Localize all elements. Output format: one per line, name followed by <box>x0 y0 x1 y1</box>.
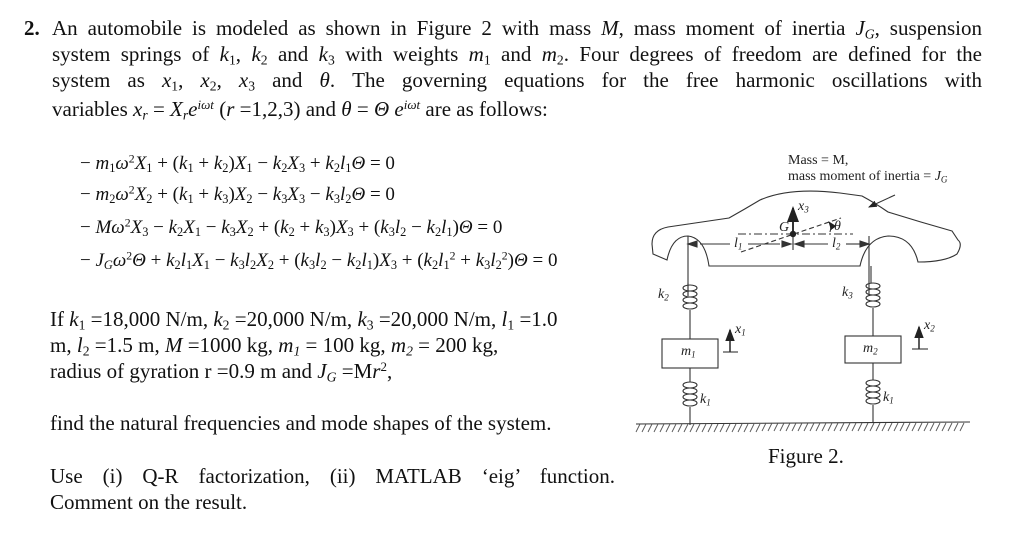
intro-line-1: An automobile is modeled as shown in Figure 2 with mass M, mass moment of inertia $J_G$, suspension <box>52 16 982 42</box>
label-mass: Mass = M, <box>788 153 849 168</box>
label-x3: $x_3$ <box>798 199 809 215</box>
spring-k1-right <box>866 380 880 404</box>
figure-caption: Figure 2. <box>768 444 844 468</box>
label-l1: $l_1$ <box>734 236 743 252</box>
label-k1-right: $k_1$ <box>883 390 894 406</box>
label-theta: θ <box>834 219 841 234</box>
intro-line-3: system as $x_1$, $x_2$, $x_3$ and θ. The governing equations for the free harmonic oscillations with <box>52 68 982 94</box>
label-inertia: mass moment of inertia = $J_G$ <box>788 169 948 185</box>
spring-k1-left <box>683 382 697 406</box>
label-k2: $k_2$ <box>658 287 669 303</box>
label-x1: $x_1$ <box>735 322 746 338</box>
equation-4: − $J_G\omega^2\Theta + k_2l_1X_1 - k_3l_2X_2 + (k_3l_2 - k_2l_1)X_3 + (k_2l_1^2 + k_3l_2^2)\Theta = 0$ <box>80 249 558 273</box>
equation-2: − $m_2\omega^2X_2 + (k_1 + k_3)X_2 - k_3X_3 - k_3l_2\Theta = 0$ <box>80 183 395 207</box>
label-m2: $m_2$ <box>863 341 878 357</box>
spring-k2 <box>683 285 697 309</box>
parameters-line-1: If $k_1 =18,000$ N/m, $k_2 =20,000$ N/m, $k_3 =20,000$ N/m, $l_1 =1.0$ <box>50 307 558 333</box>
label-x2: $x_2$ <box>924 318 935 334</box>
equation-1: − $m_1\omega^2X_1 + (k_1 + k_2)X_1 - k_2X_3 + k_2l_1\Theta = 0$ <box>80 152 395 176</box>
ground-line <box>636 422 970 424</box>
spring-k3 <box>866 283 880 307</box>
equation-3: − $M\omega^2X_3 - k_2X_1 - k_3X_2 + (k_2 + k_3)X_3 + (k_3l_2 - k_2l_1)\Theta = 0$ <box>80 216 503 240</box>
label-l2: $l_2$ <box>832 236 841 252</box>
ground-hatch <box>636 423 964 432</box>
intro-line-4: variables $x_r = X_re^{i\omega t}$ (r =1,2,3) and θ = Θ $e^{i\omega t}$ are as follows: <box>52 96 548 123</box>
problem-number: 2. <box>24 16 40 40</box>
parameters-line-2: m, $l_2 =1.5$ m, M =1000 kg, $m_1 = 100$ kg, $m_2 = 200$ kg, <box>50 333 499 359</box>
task-text: find the natural frequencies and mode shapes of the system. <box>50 411 552 435</box>
methods-line-2: Comment on the result. <box>50 490 248 514</box>
label-k1-left: $k_1$ <box>700 392 711 408</box>
center-of-gravity-dot <box>790 231 796 237</box>
label-m1: $m_1$ <box>681 344 696 360</box>
label-G: G <box>779 220 790 235</box>
parameters-line-3: radius of gyration r =0.9 m and $J_G =Mr^2$, <box>50 358 393 385</box>
label-k3: $k_3$ <box>842 285 853 301</box>
methods-line-1: Use (i) Q-R factorization, (ii) MATLAB ‘eig’ function. <box>50 464 615 488</box>
intro-line-2: system springs of $k_1$, $k_2$ and $k_3$ with weights $m_1$ and $m_2$. Four degrees of freedom are defined for the <box>52 42 982 68</box>
